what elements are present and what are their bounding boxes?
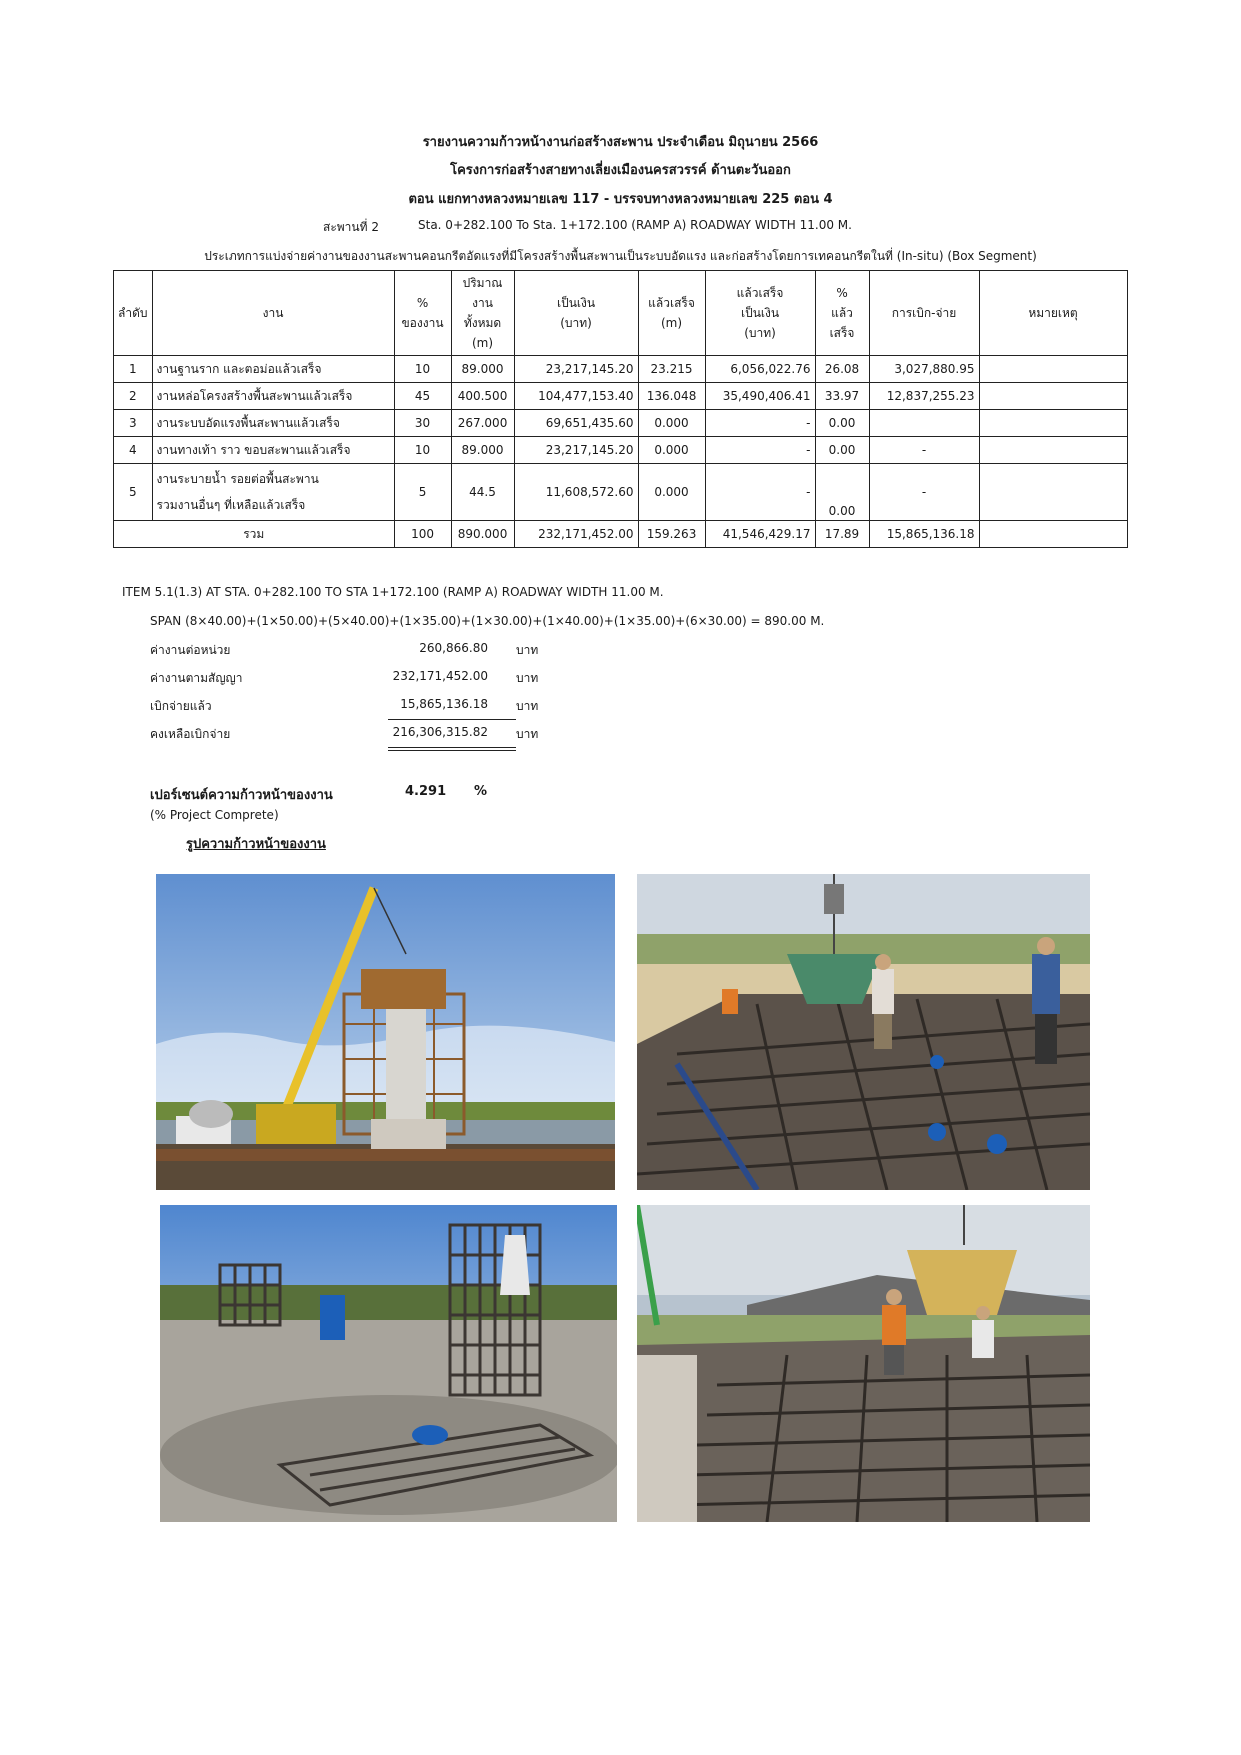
- progress-unit: %: [474, 784, 488, 799]
- cell-disburse: -: [869, 437, 979, 464]
- cell-done: 0.000: [638, 437, 705, 464]
- report-title: รายงานความก้าวหน้างานก่อสร้างสะพาน ประจำเดือน มิถุนายน 2566: [422, 135, 819, 150]
- photos-title: รูปความก้าวหน้าของงาน: [186, 837, 326, 852]
- cell-remark: [979, 464, 1127, 521]
- double-underline-1: [388, 747, 516, 748]
- photo-pier-image: [156, 874, 615, 1190]
- col-remark: หมายเหตุ: [979, 271, 1127, 356]
- cell-qty: 400.500: [451, 383, 514, 410]
- cell-remark: [979, 356, 1127, 383]
- finance-label: ค่างานตามสัญญา: [150, 671, 243, 685]
- photo-deck-image: [637, 874, 1090, 1190]
- cell-done: 0.000: [638, 410, 705, 437]
- progress-table: [113, 270, 1128, 548]
- photo-pour-image: [637, 1205, 1090, 1522]
- cell-qty: 89.000: [451, 437, 514, 464]
- col-work: งาน: [152, 271, 394, 356]
- cell-disburse: -: [869, 464, 979, 521]
- cell-done-money: -: [705, 410, 815, 437]
- finance-label: คงเหลือเบิกจ่าย: [150, 727, 231, 741]
- total-qty: 890.000: [451, 521, 514, 548]
- span-formula: SPAN (8×40.00)+(1×50.00)+(5×40.00)+(1×35.00)+(1×30.00)+(1×40.00)+(1×35.00)+(6×30.00) = 890.00 M.: [150, 614, 825, 628]
- total-remark: [979, 521, 1127, 548]
- finance-row-remaining: [150, 725, 550, 745]
- table-row: [114, 437, 1128, 464]
- sum-underline: [388, 719, 516, 720]
- cell-money: 11,608,572.60: [514, 464, 638, 521]
- finance-row-unit-price: [150, 641, 550, 661]
- cell-work: งานทางเท้า ราว ขอบสะพานแล้วเสร็จ: [152, 437, 394, 464]
- cell-done: 0.000: [638, 464, 705, 521]
- cell-no: 4: [114, 437, 153, 464]
- cell-money: 23,217,145.20: [514, 437, 638, 464]
- cell-done: 23.215: [638, 356, 705, 383]
- cell-pct: 10: [394, 356, 451, 383]
- cell-no: 3: [114, 410, 153, 437]
- total-row: [114, 521, 1128, 548]
- table-row: [114, 383, 1128, 410]
- project-section: ตอน แยกทางหลวงหมายเลข 117 - บรรจบทางหลวงหมายเลข 225 ตอน 4: [408, 192, 833, 207]
- cell-pct-done: 0.00: [815, 464, 869, 521]
- col-disburse: การเบิก-จ่าย: [869, 271, 979, 356]
- total-done: 159.263: [638, 521, 705, 548]
- total-label: รวม: [114, 521, 395, 548]
- finance-row-contract: [150, 669, 550, 689]
- station-range: Sta. 0+282.100 To Sta. 1+172.100 (RAMP A) ROADWAY WIDTH 11.00 M.: [418, 218, 852, 232]
- cell-no: 2: [114, 383, 153, 410]
- col-pct-work: % ของงาน: [394, 271, 451, 356]
- col-qty: ปริมาณ งานทั้งหมด (m): [451, 271, 514, 356]
- table-row: [114, 410, 1128, 437]
- total-done-money: 41,546,429.17: [705, 521, 815, 548]
- cell-qty: 267.000: [451, 410, 514, 437]
- col-no: ลำดับ: [114, 271, 153, 356]
- item-title: ITEM 5.1(1.3) AT STA. 0+282.100 TO STA 1+172.100 (RAMP A) ROADWAY WIDTH 11.00 M.: [122, 585, 664, 599]
- progress-label: เปอร์เซนต์ความก้าวหน้าของงาน: [150, 788, 333, 803]
- cell-pct: 30: [394, 410, 451, 437]
- double-underline-2: [388, 750, 516, 751]
- payment-type: ประเภทการแบ่งจ่ายค่างานของงานสะพานคอนกรีตอัดแรงที่มีโครงสร้างพื้นสะพานเป็นระบบอัดแรง และก่อสร้างโดยการเทคอนกรีตในที่ (In-situ) (Box Segment): [204, 249, 1037, 263]
- col-pct-done: % แล้วเสร็จ: [815, 271, 869, 356]
- photo-rebar-image: [160, 1205, 617, 1522]
- total-pct-done: 17.89: [815, 521, 869, 548]
- cell-pct-done: 0.00: [815, 410, 869, 437]
- cell-done-money: -: [705, 437, 815, 464]
- total-pct: 100: [394, 521, 451, 548]
- project-name: โครงการก่อสร้างสายทางเลี่ยงเมืองนครสวรรค์ ด้านตะวันออก: [450, 163, 791, 178]
- finance-label: เบิกจ่ายแล้ว: [150, 699, 212, 713]
- col-done-money: แล้วเสร็จ เป็นเงิน (บาท): [705, 271, 815, 356]
- cell-done-money: -: [705, 464, 815, 521]
- bridge-label: สะพานที่ 2: [323, 220, 379, 234]
- finance-unit: บาท: [516, 671, 539, 685]
- finance-unit: บาท: [516, 643, 539, 657]
- photo-rebar-cages: [160, 1205, 617, 1522]
- cell-pct: 45: [394, 383, 451, 410]
- cell-no: 5: [114, 464, 153, 521]
- cell-disburse: 3,027,880.95: [869, 356, 979, 383]
- progress-subtitle: (% Project Comprete): [150, 808, 279, 822]
- cell-disburse: 12,837,255.23: [869, 383, 979, 410]
- col-done: แล้วเสร็จ (m): [638, 271, 705, 356]
- cell-pct: 5: [394, 464, 451, 521]
- cell-pct: 10: [394, 437, 451, 464]
- cell-remark: [979, 383, 1127, 410]
- table-row: [114, 464, 1128, 521]
- finance-unit: บาท: [516, 727, 539, 741]
- cell-money: 23,217,145.20: [514, 356, 638, 383]
- total-money: 232,171,452.00: [514, 521, 638, 548]
- finance-row-disbursed: [150, 697, 550, 717]
- cell-no: 1: [114, 356, 153, 383]
- finance-value: 15,865,136.18: [400, 697, 488, 711]
- finance-unit: บาท: [516, 699, 539, 713]
- photo-deck-rebar: [637, 874, 1090, 1190]
- finance-label: ค่างานต่อหน่วย: [150, 643, 231, 657]
- progress-value: 4.291: [405, 784, 447, 799]
- cell-qty: 89.000: [451, 356, 514, 383]
- finance-value: 232,171,452.00: [392, 669, 488, 683]
- photo-pier-construction: [156, 874, 615, 1190]
- cell-work: งานระบบอัดแรงพื้นสะพานแล้วเสร็จ: [152, 410, 394, 437]
- cell-done: 136.048: [638, 383, 705, 410]
- cell-remark: [979, 410, 1127, 437]
- cell-work: งานฐานราก และตอม่อแล้วเสร็จ: [152, 356, 394, 383]
- cell-pct-done: 33.97: [815, 383, 869, 410]
- photo-concrete-pour: [637, 1205, 1090, 1522]
- cell-work: งานระบายน้ำ รอยต่อพื้นสะพาน รวมงานอื่นๆ ที่เหลือแล้วเสร็จ: [152, 464, 394, 521]
- total-disburse: 15,865,136.18: [869, 521, 979, 548]
- cell-done-money: 6,056,022.76: [705, 356, 815, 383]
- cell-work: งานหล่อโครงสร้างพื้นสะพานแล้วเสร็จ: [152, 383, 394, 410]
- cell-remark: [979, 437, 1127, 464]
- cell-pct-done: 0.00: [815, 437, 869, 464]
- finance-value: 260,866.80: [419, 641, 488, 655]
- cell-money: 69,651,435.60: [514, 410, 638, 437]
- cell-qty: 44.5: [451, 464, 514, 521]
- cell-disburse: [869, 410, 979, 437]
- cell-pct-done: 26.08: [815, 356, 869, 383]
- finance-value: 216,306,315.82: [392, 725, 488, 739]
- table-row: [114, 356, 1128, 383]
- cell-done-money: 35,490,406.41: [705, 383, 815, 410]
- cell-money: 104,477,153.40: [514, 383, 638, 410]
- col-money: เป็นเงิน (บาท): [514, 271, 638, 356]
